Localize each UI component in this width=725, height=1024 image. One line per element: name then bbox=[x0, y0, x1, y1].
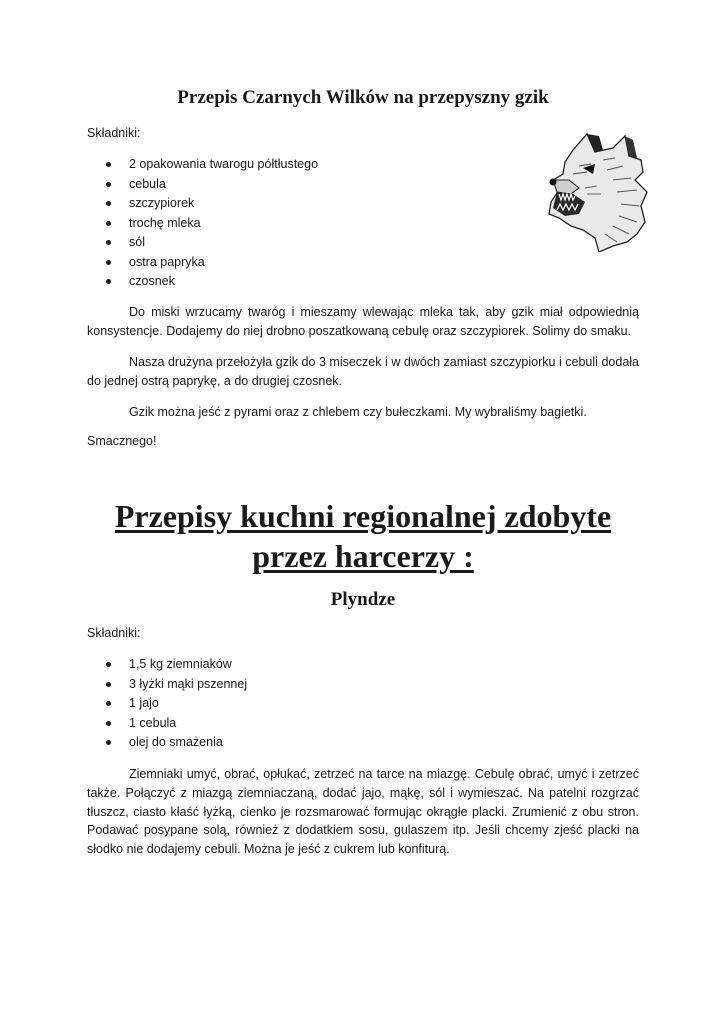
section-title bbox=[87, 496, 639, 576]
list-item: olej do smażenia bbox=[87, 733, 247, 753]
list-item: 3 łyżki mąki pszennej bbox=[87, 675, 247, 695]
list-item: ostra papryka bbox=[87, 253, 318, 273]
wolf-illustration bbox=[543, 130, 655, 252]
recipe1-closing: Smacznego! bbox=[87, 434, 157, 448]
list-item: trochę mleka bbox=[87, 214, 318, 234]
recipe1-title: Przepis Czarnych Wilków na przepyszny gzik bbox=[177, 87, 549, 108]
list-item: sól bbox=[87, 233, 318, 253]
list-item: 2 opakowania twarogu półtłustego bbox=[87, 155, 318, 175]
recipe1-paragraph: Gzik można jeść z pyrami oraz z chlebem czy bułeczkami. My wybraliśmy bagietki. bbox=[129, 405, 587, 419]
list-item: czosnek bbox=[87, 272, 318, 292]
recipe1-ingredients-list bbox=[87, 155, 318, 292]
recipe2-title: Plyndze bbox=[330, 589, 396, 610]
recipe2-paragraph: Ziemniaki umyć, obrać, opłukać, zetrzeć na tarce na miazgę. Cebulę obrać, umyć i zetrzeć także. Połączyć z miazgą ziemniaczaną, dodać jajo, mąkę, sól i wymieszać. Na patelni rozgrzać tłuszcz, ciasto kłaść łyżką, cienko je rozsmarować formując okrągłe placki. Zrumienić z obu stron. Podawać posypane solą, również z dodatkiem sosu, gulaszem itp. Jeśli chcemy zjeść placki na słodko nie dodajemy cebuli. Można je jeść z cukrem lub konfiturą. bbox=[87, 767, 639, 857]
recipe1-paragraph: Nasza drużyna przełożyła gzik do 3 miseczek i w dwóch zamiast szczypiorku i cebuli dodała do jednej ostrą paprykę, a do drugiej czosnek. bbox=[87, 355, 639, 388]
section-title-line2: przez harcerzy : bbox=[252, 538, 474, 574]
recipe1-ingredients-label: Składniki: bbox=[87, 126, 141, 140]
list-item: szczypiorek bbox=[87, 194, 318, 214]
recipe1-paragraph: Do miski wrzucamy twaróg i mieszamy wlewając mleka tak, aby gzik miał odpowiednią konsystencje. Dodajemy do niej drobno poszatkowaną cebulę oraz szczypiorek. Solimy do smaku. bbox=[87, 305, 639, 338]
list-item: 1 cebula bbox=[87, 714, 247, 734]
list-item: cebula bbox=[87, 175, 318, 195]
recipe2-ingredients-list bbox=[87, 655, 247, 753]
section-title-line1: Przepisy kuchni regionalnej zdobyte bbox=[114, 498, 612, 534]
list-item: 1,5 kg ziemniaków bbox=[87, 655, 247, 675]
recipe2-ingredients-label: Składniki: bbox=[87, 626, 141, 640]
list-item: 1 jajo bbox=[87, 694, 247, 714]
